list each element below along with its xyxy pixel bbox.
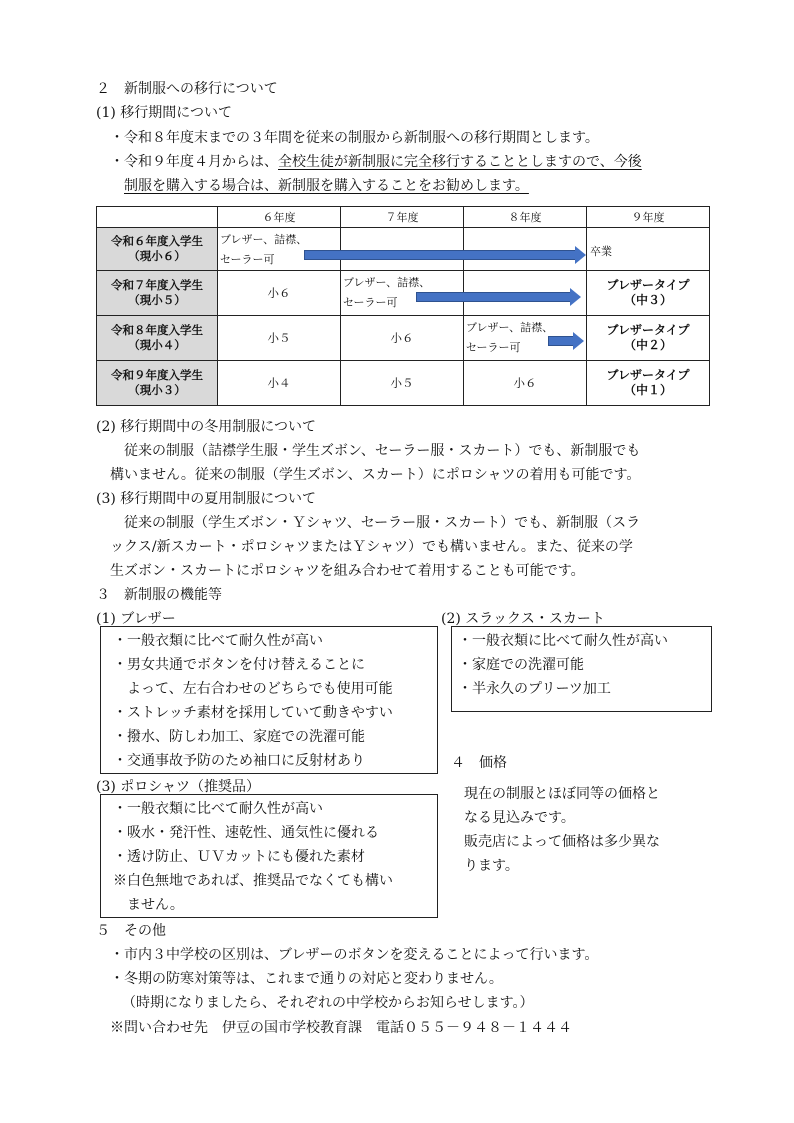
- row-label: [97, 271, 218, 316]
- transition-arrow-icon: [304, 250, 586, 260]
- list-item: ・一般衣類に比べて耐久性が高い: [113, 633, 323, 649]
- contact-info: ※問い合わせ先 伊豆の国市学校教育課 電話０５５－９４８－１４４４: [110, 1020, 572, 1036]
- blazer-type-cell: [587, 361, 710, 406]
- bullet-full-transition-underlined: 全校生徒が新制服に完全移行することとしますので、今後: [278, 154, 642, 170]
- grade-cell: 小５: [341, 361, 464, 406]
- table-row: [97, 361, 710, 406]
- price-title: ４ 価格: [451, 755, 507, 771]
- grade-cell: 小６: [341, 316, 464, 361]
- list-item: ・家庭での洗濯可能: [458, 657, 584, 673]
- transition-note-line2: セーラー可: [220, 253, 275, 266]
- blazer-type-grade: （中１）: [623, 383, 672, 397]
- price-line: 販売店によって価格は多少異な: [464, 834, 660, 850]
- list-item: ・透け防止、ＵＶカットにも優れた素材: [113, 849, 365, 865]
- list-item: ・半永久のプリーツ加工: [458, 681, 611, 697]
- other-line3: （時期になりましたら、それぞれの中学校からお知らせします。）: [122, 995, 534, 1011]
- slacks-title: (2) スラックス・スカート: [441, 611, 605, 627]
- slacks-features-box: [451, 626, 712, 712]
- list-item: ・一般衣類に比べて耐久性が高い: [113, 801, 323, 817]
- transition-note-line2: セーラー可: [466, 341, 521, 354]
- row-label: [97, 228, 218, 271]
- blazer-type-grade: （中２）: [623, 338, 672, 352]
- blazer-type-cell: [587, 271, 710, 316]
- transition-note-line1: ブレザー、詰襟、: [343, 276, 431, 289]
- table-header-year9: ９年度: [587, 207, 710, 228]
- transition-note-line1: ブレザー、詰襟、: [220, 233, 308, 246]
- row-label-line1: 令和６年度入学生: [111, 234, 203, 248]
- table-header-corner: [97, 207, 218, 228]
- summer-line3: 生ズボン・スカートにポロシャツを組み合わせて着用することも可能です。: [110, 563, 585, 579]
- row-label-line1: 令和８年度入学生: [111, 323, 203, 337]
- list-item: よって、左右合わせのどちらでも使用可能: [113, 681, 393, 697]
- table-cell-empty: [341, 228, 464, 271]
- transition-note: [466, 318, 553, 358]
- table-header-row: [97, 207, 710, 228]
- transition-arrow-icon: [548, 336, 584, 346]
- price-description: [464, 782, 660, 878]
- list-item: ・一般衣類に比べて耐久性が高い: [458, 633, 668, 649]
- transition-cell: [218, 228, 341, 271]
- blazer-type-grade: （中３）: [623, 293, 672, 307]
- table-header-year8: ８年度: [464, 207, 587, 228]
- graduation-cell: [587, 228, 710, 271]
- price-line: ります。: [464, 858, 519, 874]
- winter-line2: 構いません。従来の制服（学生ズボン、スカート）にポロシャツの着用も可能です。: [110, 467, 641, 483]
- bullet-recommendation: 制服を購入する場合は、新制服を購入することをお勧めします。: [124, 178, 529, 194]
- summer-title: (3) 移行期間中の夏用制服について: [96, 491, 317, 507]
- section-2-title: ２ 新制服への移行について: [96, 81, 278, 97]
- polo-title: (3) ポロシャツ（推奨品）: [96, 779, 261, 795]
- price-line: なる見込みです。: [464, 810, 575, 826]
- transition-arrow-icon: [416, 292, 581, 302]
- other-line1: ・市内３中学校の区別は、ブレザーのボタンを変えることによって行います。: [110, 947, 599, 963]
- row-label-line2: （現小５）: [128, 293, 186, 307]
- grade-cell: 小６: [464, 361, 587, 406]
- blazer-type-label: ブレザータイプ: [606, 323, 690, 337]
- row-label-line1: 令和９年度入学生: [111, 368, 203, 382]
- blazer-title: (1) ブレザー: [96, 611, 176, 627]
- list-item: ※白色無地であれば、推奨品でなくても構い: [113, 873, 393, 889]
- transition-note: [220, 230, 307, 270]
- summer-line1: 従来の制服（学生ズボン・Ｙシャツ、セーラー服・スカート）でも、新制服（スラ: [124, 515, 641, 531]
- blazer-type-label: ブレザータイプ: [606, 278, 690, 292]
- row-label-line1: 令和７年度入学生: [111, 278, 203, 292]
- bullet-full-transition: [110, 151, 642, 171]
- graduation-label: 卒業: [590, 245, 612, 258]
- price-line: 現在の制服とほぼ同等の価格と: [464, 786, 660, 802]
- table-row: [97, 271, 710, 316]
- transition-note-line1: ブレザー、詰襟、: [466, 321, 554, 334]
- table-row: [97, 228, 710, 271]
- list-item: ・ストレッチ素材を採用していて動きやすい: [113, 705, 393, 721]
- blazer-type-label: ブレザータイプ: [606, 368, 690, 382]
- section-3-title: ３ 新制服の機能等: [96, 587, 222, 603]
- bullet-transition-period: ・令和８年度末までの３年間を従来の制服から新制服への移行期間とします。: [110, 130, 599, 146]
- polo-features-box: [100, 794, 438, 918]
- section-5-title: ５ その他: [96, 923, 166, 939]
- table-cell-empty: [464, 228, 587, 271]
- row-label-line2: （現小３）: [128, 383, 186, 397]
- list-item: ・男女共通でボタンを付け替えることに: [113, 657, 365, 673]
- transition-note-line2: セーラー可: [343, 296, 398, 309]
- grade-cell: 小４: [218, 361, 341, 406]
- row-label-line2: （現小４）: [128, 338, 186, 352]
- list-item: ・撥水、防しわ加工、家庭での洗濯可能: [113, 729, 365, 745]
- list-item: ・吸水・発汗性、速乾性、通気性に優れる: [113, 825, 379, 841]
- bullet-full-transition-lead: ・令和９年度４月からは、: [110, 154, 278, 170]
- subsection-1-title: (1) 移行期間について: [96, 105, 233, 121]
- grade-cell: 小６: [218, 271, 341, 316]
- row-label: [97, 316, 218, 361]
- other-line2: ・冬期の防寒対策等は、これまで通りの対応と変わりません。: [110, 971, 503, 987]
- row-label: [97, 361, 218, 406]
- blazer-type-cell: [587, 316, 710, 361]
- winter-line1: 従来の制服（詰襟学生服・学生ズボン、セーラー服・スカート）でも、新制服でも: [124, 443, 641, 459]
- table-header-year6: ６年度: [218, 207, 341, 228]
- blazer-features-box: [100, 626, 438, 774]
- row-label-line2: （現小６）: [128, 249, 186, 263]
- transition-table: [96, 206, 710, 406]
- table-row: [97, 316, 710, 361]
- summer-line2: ックス/新スカート・ポロシャツまたはＹシャツ）でも構いません。また、従来の学: [110, 539, 633, 555]
- winter-title: (2) 移行期間中の冬用制服について: [96, 419, 317, 435]
- grade-cell: 小５: [218, 316, 341, 361]
- table-header-year7: ７年度: [341, 207, 464, 228]
- list-item: ・交通事故予防のため袖口に反射材あり: [113, 753, 365, 769]
- list-item: ません。: [113, 897, 184, 913]
